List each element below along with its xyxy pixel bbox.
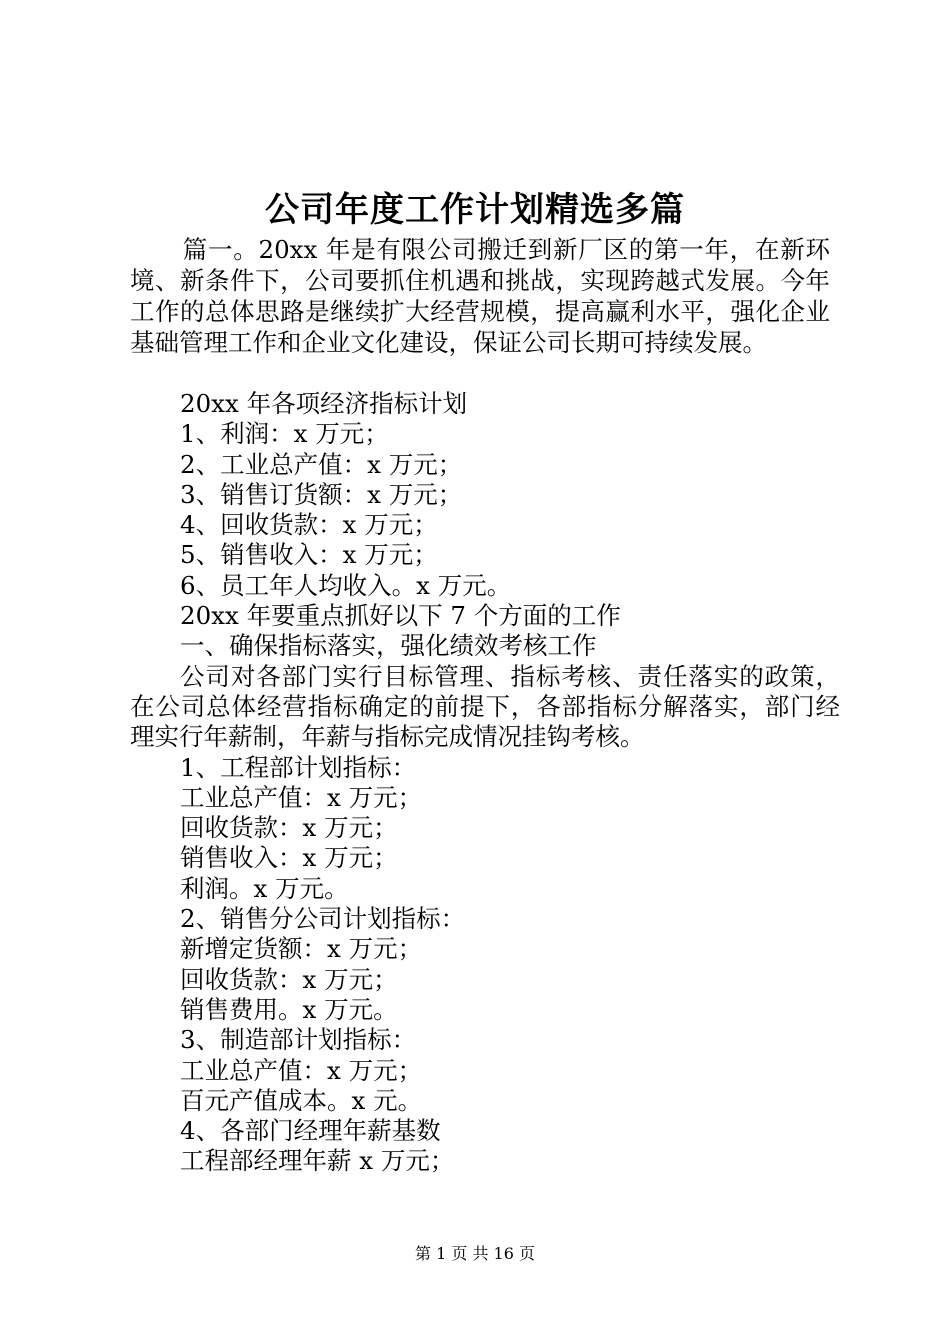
body-paragraph: 公司对各部门实行目标管理、指标考核、责任落实的政策，在公司总体经营指标确定的前提下，各部指标分解落实，部门经理实行年薪制，年薪与指标完成情况挂钩考核。 xyxy=(130,661,840,752)
text-line: 百元产值成本。x 元。 xyxy=(180,1085,423,1115)
text-line: 20xx 年各项经济指标计划 xyxy=(180,389,468,418)
text-line: 新增定货额：x 万元； xyxy=(180,934,423,964)
text-line: 6、员工年人均收入。x 万元。 xyxy=(180,570,512,600)
text-line: 3、销售订货额：x 万元； xyxy=(180,479,463,509)
text-line: 利润。x 万元。 xyxy=(180,873,349,903)
text-line: 20xx 年要重点抓好以下 7 个方面的工作 xyxy=(180,601,621,631)
text-line: 4、各部门经理年薪基数 xyxy=(180,1116,441,1146)
text-line: 5、销售收入：x 万元； xyxy=(180,540,438,570)
document-body xyxy=(130,389,840,1177)
intro-paragraph xyxy=(130,234,830,358)
text-line: 一、确保指标落实，强化绩效考核工作 xyxy=(180,631,597,661)
text-line: 工业总产值：x 万元； xyxy=(180,1055,423,1085)
document-title: 公司年度工作计划精选多篇 xyxy=(265,190,685,230)
text-line: 4、回收货款：x 万元； xyxy=(180,510,438,540)
text-line: 工程部经理年薪 x 万元； xyxy=(180,1146,455,1176)
text-line: 2、工业总产值：x 万元； xyxy=(180,449,463,479)
text-line: 销售费用。x 万元。 xyxy=(180,994,398,1024)
text-line: 1、工程部计划指标： xyxy=(180,752,417,782)
text-line: 回收货款：x 万元； xyxy=(180,813,398,843)
text-line: 2、销售分公司计划指标： xyxy=(180,904,466,934)
text-line: 销售收入：x 万元； xyxy=(180,843,398,873)
intro-text: 篇一。20xx 年是有限公司搬迁到新厂区的第一年，在新环境、新条件下，公司要抓住机遇和挑战，实现跨越式发展。今年工作的总体思路是继续扩大经营规模，提高赢利水平，强化企业基础管理工作和企业文化建设，保证公司长期可持续发展。 xyxy=(130,235,830,357)
text-line: 1、利润：x 万元； xyxy=(180,419,389,449)
text-line: 3、制造部计划指标： xyxy=(180,1025,417,1055)
page-footer: 第 1 页 共 16 页 xyxy=(415,1244,535,1263)
text-line: 工业总产值：x 万元； xyxy=(180,782,423,812)
text-line: 回收货款：x 万元； xyxy=(180,964,398,994)
